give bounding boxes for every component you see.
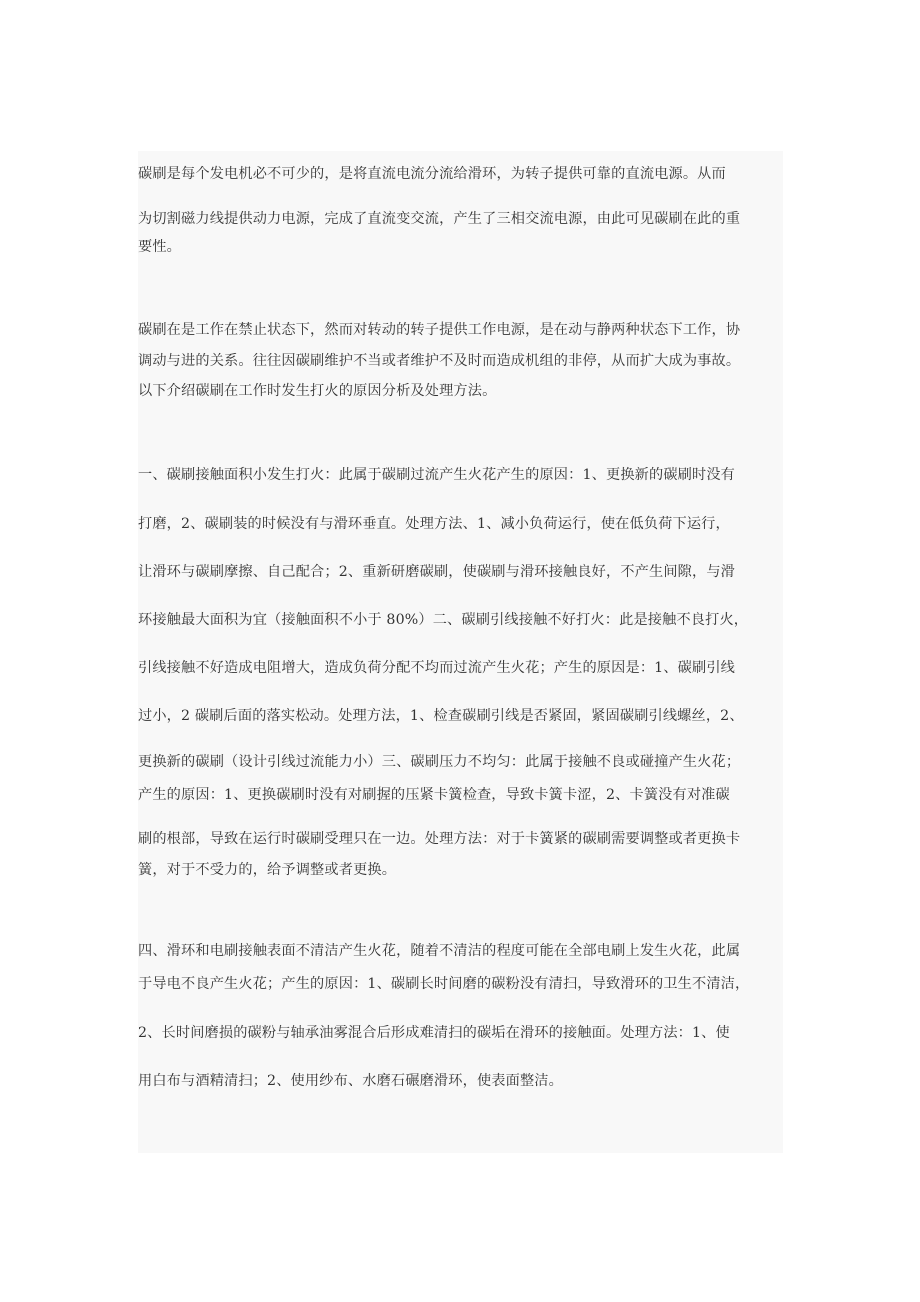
paragraph-3-line-1: 一、碳刷接触面积小发生打火：此属于碳刷过流产生火花产生的原因：1、更换新的碳刷时没有 xyxy=(138,467,736,483)
paragraph-3-line-6: 过小，2 碳刷后面的落实松动。处理方法，1、检查碳刷引线是否紧固，紧固碳刷引线螺丝，2、 xyxy=(138,708,744,724)
paragraph-4-line-2: 于导电不良产生火花；产生的原因：1、碳刷长时间磨的碳粉没有清扫，导致滑环的卫生不清洁， xyxy=(138,976,750,992)
document-content-area xyxy=(138,151,783,1153)
paragraph-3-line-8: 产生的原因：1、更换碳刷时没有对刷握的压紧卡簧检查，导致卡簧卡涩，2、卡簧没有对准碳 xyxy=(138,787,730,803)
paragraph-2-line-1: 碳刷在是工作在禁止状态下，然而对转动的转子提供工作电源，是在动与静两种状态下工作，协 xyxy=(138,322,741,338)
paragraph-1-line-2: 为切割磁力线提供动力电源，完成了直流变交流，产生了三相交流电源，由此可见碳刷在此的重 xyxy=(138,211,741,227)
paragraph-4-line-4: 用白布与酒精清扫；2、使用纱布、水磨石碾磨滑环，使表面整洁。 xyxy=(138,1073,563,1089)
paragraph-3-line-3: 让滑环与碳刷摩擦、自己配合；2、重新研磨碳刷，使碳刷与滑环接触良好，不产生间隙，与滑 xyxy=(138,564,736,580)
paragraph-4-line-1: 四、滑环和电刷接触表面不清洁产生火花，随着不清洁的程度可能在全部电刷上发生火花，此属 xyxy=(138,943,741,959)
paragraph-1-line-1: 碳刷是每个发电机必不可少的，是将直流电流分流给滑环，为转子提供可靠的直流电源。从而 xyxy=(138,166,726,182)
paragraph-3-line-2: 打磨，2、碳刷装的时候没有与滑环垂直。处理方法、1、减小负荷运行，使在低负荷下运行， xyxy=(138,516,730,532)
paragraph-3-line-9: 刷的根部，导致在运行时碳刷受理只在一边。处理方法：对于卡簧紧的碳刷需要调整或者更换卡 xyxy=(138,831,741,847)
paragraph-1-line-3: 要性。 xyxy=(138,239,182,255)
paragraph-3-line-10: 簧，对于不受力的，给予调整或者更换。 xyxy=(138,862,397,878)
paragraph-2-line-3: 以下介绍碳刷在工作时发生打火的原因分析及处理方法。 xyxy=(138,383,497,399)
paragraph-2-line-2: 调动与进的关系。往往因碳刷维护不当或者维护不及时而造成机组的非停，从而扩大成为事故。 xyxy=(138,353,741,369)
paragraph-3-line-7: 更换新的碳刷（设计引线过流能力小）三、碳刷压力不均匀：此属于接触不良或碰撞产生火花； xyxy=(138,754,741,770)
paragraph-3-line-5: 引线接触不好造成电阻增大，造成负荷分配不均而过流产生火花；产生的原因是：1、碳刷引线 xyxy=(138,660,736,676)
paragraph-4-line-3: 2、长时间磨损的碳粉与轴承油雾混合后形成难清扫的碳垢在滑环的接触面。处理方法：1、使 xyxy=(138,1025,730,1041)
paragraph-3-line-4: 环接触最大面积为宜（接触面积不小于 80%）二、碳刷引线接触不好打火：此是接触不良打火， xyxy=(138,612,749,628)
